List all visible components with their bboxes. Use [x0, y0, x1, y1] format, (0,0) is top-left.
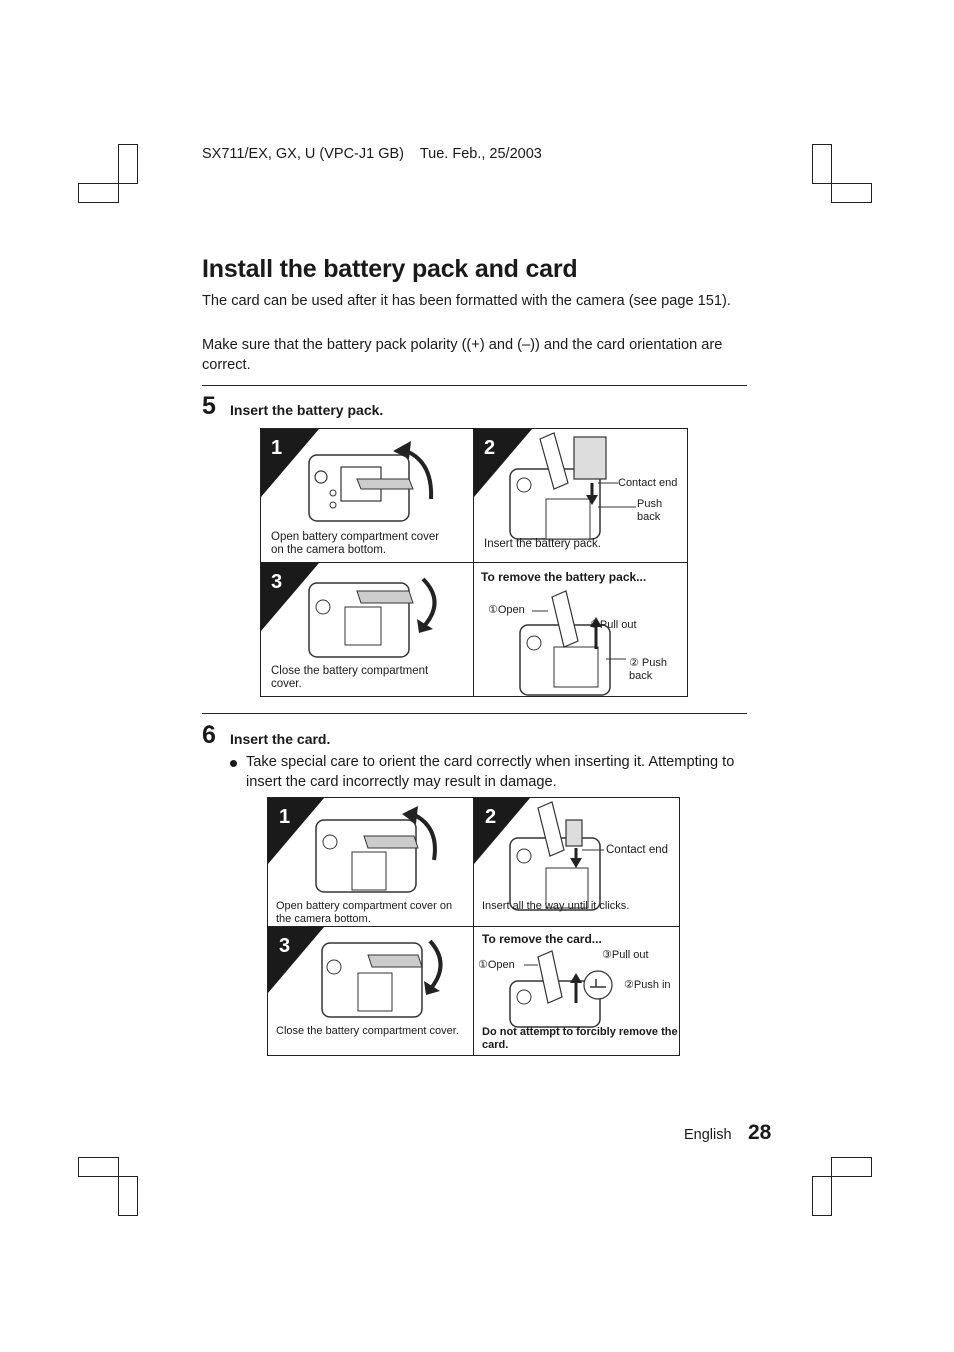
panel-number: 2: [484, 437, 496, 459]
panel-open-cover: [261, 429, 473, 562]
label-push-in: ②Push in: [624, 979, 671, 991]
panel-caption: Open battery compartment cover on the camera bottom.: [271, 531, 440, 556]
label-push-back: ② Push back: [629, 657, 667, 682]
section-divider: [202, 713, 747, 714]
page-title: Install the battery pack and card: [202, 255, 578, 283]
intro-paragraph-1: The card can be used after it has been formatted with the camera (see page 151).: [202, 293, 731, 309]
panel-caption: Open battery compartment cover on the camera bottom.: [276, 900, 453, 925]
crop-mark: [118, 1176, 138, 1216]
panel-number: 3: [279, 935, 291, 957]
document-header: SX711/EX, GX, U (VPC-J1 GB) Tue. Feb., 25/2003: [202, 146, 542, 162]
panel-number: 2: [485, 806, 497, 828]
crop-mark: [831, 183, 872, 203]
step-title: Insert the card.: [230, 731, 331, 747]
warning-text: Do not attempt to forcibly remove the card.: [482, 1026, 678, 1051]
crop-mark: [118, 144, 138, 184]
intro-paragraph-2: Make sure that the battery pack polarity ((+) and (–)) and the card orientation are correct.: [202, 337, 723, 373]
panel-number: 1: [279, 806, 291, 828]
battery-instruction-grid: [260, 428, 688, 697]
bullet-text: Take special care to orient the card correctly when inserting it. Attempting to insert the card incorrectly may result in damage.: [246, 754, 735, 790]
label-contact-end: Contact end: [606, 844, 669, 856]
panel-close-cover: [261, 563, 473, 696]
page-number: 28: [748, 1121, 772, 1144]
label-open: ①Open: [488, 604, 525, 616]
panel-open-cover: [268, 798, 473, 926]
panel-remove-card: [474, 927, 679, 1055]
card-instruction-grid: [267, 797, 680, 1056]
crop-mark: [831, 1157, 872, 1177]
label-pull-out: ③Pull out: [590, 619, 637, 631]
panel-caption: Close the battery compartment cover.: [271, 665, 429, 690]
panel-caption: Insert the battery pack.: [484, 538, 601, 550]
footer-language: English: [684, 1127, 732, 1143]
label-push-back: Push back: [637, 498, 663, 523]
panel-number: 1: [271, 437, 283, 459]
caution-bullet: [230, 753, 750, 792]
label-contact-end: Contact end: [618, 477, 678, 489]
panel-remove-battery: [474, 563, 687, 696]
panel-title: To remove the card...: [482, 932, 602, 946]
panel-caption: Insert all the way until it clicks.: [482, 900, 630, 912]
panel-close-cover: [268, 927, 473, 1055]
step-title: Insert the battery pack.: [230, 402, 384, 418]
panel-caption: Close the battery compartment cover.: [276, 1025, 459, 1037]
panel-title: To remove the battery pack...: [481, 570, 647, 584]
step-number: 6: [202, 721, 216, 749]
step-number: 5: [202, 392, 216, 420]
crop-mark: [78, 1157, 119, 1177]
crop-mark: [812, 144, 832, 184]
section-divider: [202, 385, 747, 386]
crop-mark: [78, 183, 119, 203]
label-open: ①Open: [478, 959, 515, 971]
crop-mark: [812, 1176, 832, 1216]
panel-insert-card: [474, 798, 679, 926]
bullet-dot: [230, 760, 237, 767]
panel-insert-battery: [474, 429, 687, 562]
panel-number: 3: [271, 571, 283, 593]
label-pull-out: ③Pull out: [602, 949, 649, 961]
